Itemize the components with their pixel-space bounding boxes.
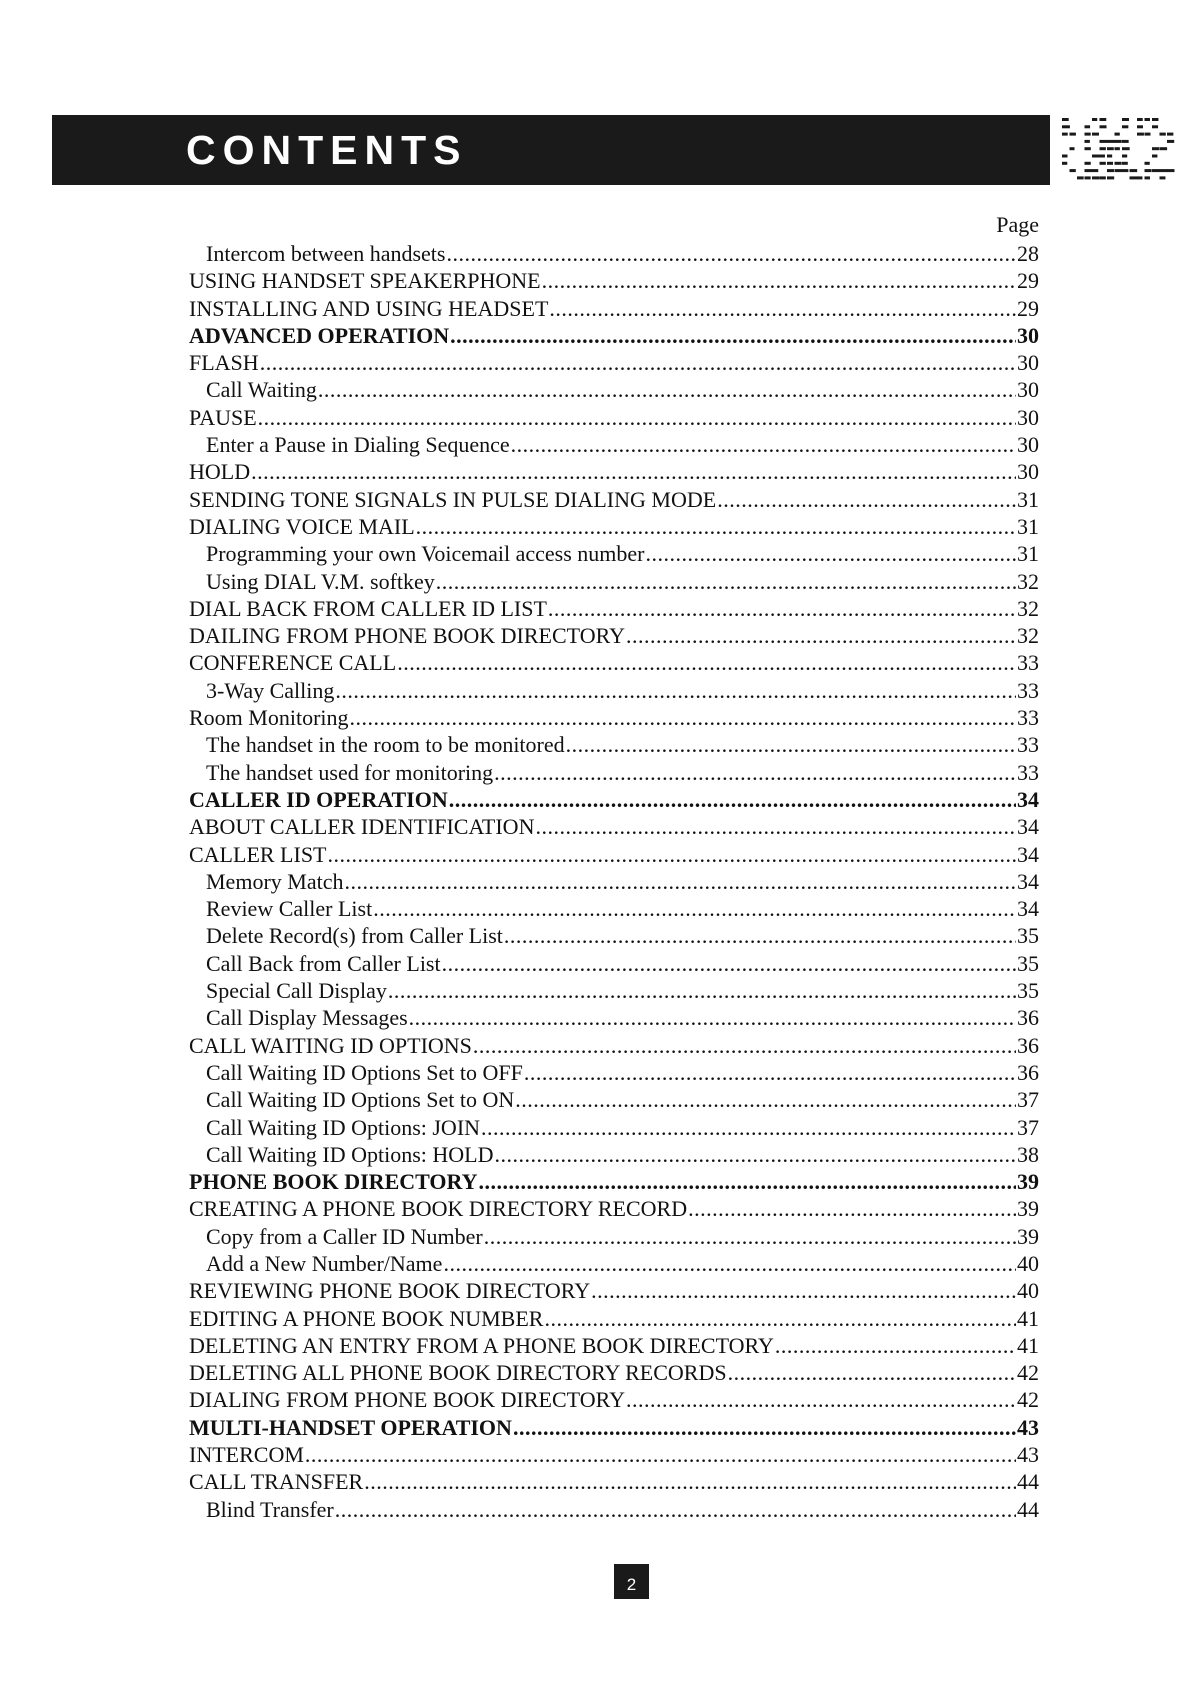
toc-entry bbox=[189, 1332, 1039, 1359]
toc-leader-dots bbox=[473, 1032, 1016, 1059]
toc-entry-title: DELETING AN ENTRY FROM A PHONE BOOK DIRECTORY bbox=[189, 1332, 774, 1358]
toc-entry-title: CALLER ID OPERATION bbox=[189, 786, 448, 812]
toc-leader-dots bbox=[481, 1114, 1016, 1141]
toc-entry-title: ADVANCED OPERATION bbox=[189, 322, 450, 348]
toc-entry-page: 28 bbox=[1017, 241, 1039, 266]
toc-entry-page: 35 bbox=[1017, 923, 1039, 949]
toc-entry-page: 37 bbox=[1017, 1087, 1039, 1113]
toc-leader-dots bbox=[513, 1414, 1016, 1441]
toc-entry bbox=[189, 295, 1039, 322]
toc-entry bbox=[189, 1496, 1039, 1523]
toc-leader-dots bbox=[494, 759, 1016, 786]
toc-entry bbox=[189, 595, 1039, 622]
toc-leader-dots bbox=[416, 513, 1016, 540]
toc-entry-page: 34 bbox=[1017, 841, 1039, 867]
toc-entry bbox=[189, 1086, 1039, 1113]
toc-entry-title: USING HANDSET SPEAKERPHONE bbox=[189, 268, 541, 294]
toc-entry-title: CALL WAITING ID OPTIONS bbox=[189, 1032, 472, 1058]
toc-entry bbox=[189, 1004, 1039, 1031]
toc-leader-dots bbox=[515, 1086, 1016, 1113]
toc-entry-title: CALL TRANSFER bbox=[189, 1469, 364, 1495]
toc-entry bbox=[189, 1141, 1039, 1168]
toc-entry bbox=[189, 1386, 1039, 1413]
toc-entry-title: EDITING A PHONE BOOK NUMBER bbox=[189, 1305, 544, 1331]
toc-entry-title: HOLD bbox=[189, 459, 251, 485]
toc-entry-page: 34 bbox=[1017, 868, 1039, 894]
toc-entry-title: Programming your own Voicemail access number bbox=[206, 541, 645, 567]
toc-entry bbox=[189, 322, 1039, 349]
toc-entry-page: 39 bbox=[1017, 1169, 1039, 1195]
toc-entry-title: 3-Way Calling bbox=[206, 677, 335, 703]
toc-entry bbox=[189, 813, 1039, 840]
decorative-pattern-icon bbox=[1058, 115, 1178, 185]
toc-entry bbox=[189, 376, 1039, 403]
toc-entry bbox=[189, 404, 1039, 431]
page-number: 2 bbox=[614, 1564, 649, 1599]
toc-leader-dots bbox=[318, 376, 1016, 403]
toc-entry-page: 36 bbox=[1017, 1032, 1039, 1058]
toc-entry-page: 34 bbox=[1017, 814, 1039, 840]
toc-entry-title: The handset used for monitoring bbox=[206, 759, 494, 785]
toc-entry-title: Using DIAL V.M. softkey bbox=[206, 568, 435, 594]
toc-leader-dots bbox=[409, 1004, 1016, 1031]
toc-leader-dots bbox=[373, 895, 1016, 922]
toc-entry-title: Call Waiting ID Options: HOLD bbox=[206, 1141, 494, 1167]
toc-entry bbox=[189, 677, 1039, 704]
toc-leader-dots bbox=[717, 486, 1016, 513]
toc-entry-title: Add a New Number/Name bbox=[206, 1250, 443, 1276]
toc-leader-dots bbox=[260, 349, 1016, 376]
toc-entry bbox=[189, 1468, 1039, 1495]
toc-entry-title: PHONE BOOK DIRECTORY bbox=[189, 1169, 478, 1195]
toc-entry-page: 34 bbox=[1017, 896, 1039, 922]
toc-entry-page: 39 bbox=[1017, 1223, 1039, 1249]
toc-leader-dots bbox=[728, 1359, 1016, 1386]
toc-leader-dots bbox=[436, 568, 1016, 595]
toc-leader-dots bbox=[258, 404, 1016, 431]
toc-entry-page: 43 bbox=[1017, 1442, 1039, 1468]
toc-leader-dots bbox=[535, 813, 1016, 840]
toc-entry bbox=[189, 649, 1039, 676]
toc-leader-dots bbox=[446, 240, 1016, 267]
toc-entry-page: 41 bbox=[1017, 1305, 1039, 1331]
toc-leader-dots bbox=[542, 267, 1016, 294]
toc-entry bbox=[189, 759, 1039, 786]
toc-entry-page: 40 bbox=[1017, 1250, 1039, 1276]
toc-leader-dots bbox=[566, 731, 1016, 758]
toc-leader-dots bbox=[443, 1250, 1016, 1277]
toc-leader-dots bbox=[626, 1386, 1016, 1413]
toc-entry bbox=[189, 895, 1039, 922]
toc-entry-title: Blind Transfer bbox=[206, 1496, 334, 1522]
toc-entry-page: 42 bbox=[1017, 1387, 1039, 1413]
toc-entry-page: 30 bbox=[1017, 432, 1039, 458]
toc-leader-dots bbox=[591, 1277, 1016, 1304]
toc-entry-title: CONFERENCE CALL bbox=[189, 650, 397, 676]
toc-entry-title: PAUSE bbox=[189, 404, 257, 430]
toc-leader-dots bbox=[646, 540, 1017, 567]
toc-entry-title: FLASH bbox=[189, 350, 259, 376]
toc-leader-dots bbox=[442, 950, 1016, 977]
toc-entry-title: Copy from a Caller ID Number bbox=[206, 1223, 483, 1249]
toc-entry-title: Special Call Display bbox=[206, 978, 387, 1004]
toc-entry bbox=[189, 786, 1039, 813]
toc-entry bbox=[189, 922, 1039, 949]
toc-entry-title: SENDING TONE SIGNALS IN PULSE DIALING MODE bbox=[189, 486, 717, 512]
toc-entry-title: Call Display Messages bbox=[206, 1005, 408, 1031]
toc-leader-dots bbox=[626, 622, 1016, 649]
toc-leader-dots bbox=[344, 868, 1016, 895]
toc-entry-page: 44 bbox=[1017, 1496, 1039, 1522]
toc-entry bbox=[189, 1277, 1039, 1304]
toc-entry bbox=[189, 513, 1039, 540]
toc-entry bbox=[189, 1114, 1039, 1141]
toc-leader-dots bbox=[364, 1468, 1016, 1495]
toc-entry-title: DAILING FROM PHONE BOOK DIRECTORY bbox=[189, 623, 625, 649]
toc-entry-page: 31 bbox=[1017, 513, 1039, 539]
toc-entry-page: 30 bbox=[1017, 350, 1039, 376]
toc-leader-dots bbox=[504, 922, 1016, 949]
toc-leader-dots bbox=[524, 1059, 1016, 1086]
toc-entry-page: 36 bbox=[1017, 1059, 1039, 1085]
toc-entry bbox=[189, 841, 1039, 868]
toc-entry-page: 36 bbox=[1017, 1005, 1039, 1031]
toc-leader-dots bbox=[775, 1332, 1016, 1359]
toc-entry-title: Call Back from Caller List bbox=[206, 950, 441, 976]
toc-leader-dots bbox=[350, 704, 1016, 731]
toc-entry bbox=[189, 240, 1039, 267]
toc-entry-title: Call Waiting ID Options: JOIN bbox=[206, 1114, 481, 1140]
toc-entry-title: ABOUT CALLER IDENTIFICATION bbox=[189, 814, 535, 840]
toc-entry-title: Enter a Pause in Dialing Sequence bbox=[206, 432, 510, 458]
toc-leader-dots bbox=[479, 1168, 1016, 1195]
toc-entry-page: 31 bbox=[1017, 486, 1039, 512]
toc-entry-title: The handset in the room to be monitored bbox=[206, 732, 565, 758]
toc-entry-page: 40 bbox=[1017, 1278, 1039, 1304]
toc-leader-dots bbox=[484, 1223, 1016, 1250]
toc-entry-title: Review Caller List bbox=[206, 896, 373, 922]
toc-leader-dots bbox=[305, 1441, 1016, 1468]
toc-entry bbox=[189, 704, 1039, 731]
toc-leader-dots bbox=[251, 458, 1016, 485]
toc-entry-title: DIAL BACK FROM CALLER ID LIST bbox=[189, 595, 547, 621]
toc-entry-page: 42 bbox=[1017, 1360, 1039, 1386]
toc-entry bbox=[189, 1168, 1039, 1195]
toc-entry bbox=[189, 1359, 1039, 1386]
toc-entry bbox=[189, 977, 1039, 1004]
toc-entry bbox=[189, 486, 1039, 513]
toc-entry-page: 38 bbox=[1017, 1141, 1039, 1167]
toc-entry-page: 35 bbox=[1017, 978, 1039, 1004]
toc-entry-title: CREATING A PHONE BOOK DIRECTORY RECORD bbox=[189, 1196, 688, 1222]
toc-entry-page: 32 bbox=[1017, 595, 1039, 621]
toc-entry-page: 31 bbox=[1017, 541, 1039, 567]
toc-entry bbox=[189, 1441, 1039, 1468]
toc-entry-title: INSTALLING AND USING HEADSET bbox=[189, 295, 549, 321]
toc-entry bbox=[189, 622, 1039, 649]
toc-entry bbox=[189, 1250, 1039, 1277]
toc-leader-dots bbox=[397, 649, 1016, 676]
toc-entry-page: 33 bbox=[1017, 677, 1039, 703]
toc-leader-dots bbox=[328, 841, 1017, 868]
toc-leader-dots bbox=[511, 431, 1016, 458]
toc-entry-page: 41 bbox=[1017, 1332, 1039, 1358]
toc-entry bbox=[189, 1032, 1039, 1059]
toc-entry-title: DELETING ALL PHONE BOOK DIRECTORY RECORDS bbox=[189, 1360, 727, 1386]
toc-entry bbox=[189, 1223, 1039, 1250]
toc-entry-title: INTERCOM bbox=[189, 1442, 304, 1468]
toc-entry-title: MULTI-HANDSET OPERATION bbox=[189, 1414, 512, 1440]
toc-leader-dots bbox=[549, 295, 1016, 322]
toc-entry bbox=[189, 568, 1039, 595]
toc-entry-title: Memory Match bbox=[206, 868, 344, 894]
toc-entry-title: Call Waiting ID Options Set to OFF bbox=[206, 1059, 523, 1085]
toc-entry-page: 43 bbox=[1017, 1414, 1039, 1440]
toc-entry-title: Intercom between handsets bbox=[206, 241, 446, 266]
toc-entry-title: CALLER LIST bbox=[189, 841, 327, 867]
toc-leader-dots bbox=[335, 1496, 1016, 1523]
toc-entry bbox=[189, 1059, 1039, 1086]
toc-entry-page: 30 bbox=[1017, 459, 1039, 485]
toc-entry-page: 29 bbox=[1017, 268, 1039, 294]
table-of-contents bbox=[189, 240, 1039, 1523]
toc-leader-dots bbox=[388, 977, 1016, 1004]
toc-entry-title: Call Waiting ID Options Set to ON bbox=[206, 1087, 515, 1113]
toc-entry-page: 37 bbox=[1017, 1114, 1039, 1140]
toc-entry-page: 29 bbox=[1017, 295, 1039, 321]
toc-entry bbox=[189, 540, 1039, 567]
toc-entry bbox=[189, 267, 1039, 294]
toc-entry-page: 39 bbox=[1017, 1196, 1039, 1222]
toc-entry-title: Delete Record(s) from Caller List bbox=[206, 923, 503, 949]
toc-entry-page: 30 bbox=[1017, 377, 1039, 403]
toc-entry-page: 44 bbox=[1017, 1469, 1039, 1495]
toc-entry-page: 30 bbox=[1017, 404, 1039, 430]
toc-entry-page: 33 bbox=[1017, 732, 1039, 758]
toc-leader-dots bbox=[548, 595, 1016, 622]
toc-entry-page: 32 bbox=[1017, 623, 1039, 649]
toc-entry-page: 32 bbox=[1017, 568, 1039, 594]
toc-entry-title: Room Monitoring bbox=[189, 705, 349, 731]
toc-entry-page: 30 bbox=[1017, 322, 1039, 348]
toc-entry bbox=[189, 1195, 1039, 1222]
toc-entry-page: 33 bbox=[1017, 759, 1039, 785]
page-column-label: Page bbox=[996, 212, 1039, 237]
toc-entry bbox=[189, 1414, 1039, 1441]
toc-entry-title: REVIEWING PHONE BOOK DIRECTORY bbox=[189, 1278, 591, 1304]
toc-entry bbox=[189, 458, 1039, 485]
toc-entry bbox=[189, 431, 1039, 458]
toc-leader-dots bbox=[450, 322, 1016, 349]
toc-entry-title: Call Waiting bbox=[206, 377, 317, 403]
toc-entry bbox=[189, 950, 1039, 977]
toc-entry-page: 33 bbox=[1017, 650, 1039, 676]
toc-entry-page: 34 bbox=[1017, 786, 1039, 812]
toc-entry-page: 35 bbox=[1017, 950, 1039, 976]
toc-leader-dots bbox=[494, 1141, 1016, 1168]
toc-leader-dots bbox=[335, 677, 1016, 704]
toc-entry bbox=[189, 1305, 1039, 1332]
page-title: CONTENTS bbox=[186, 127, 468, 173]
toc-entry bbox=[189, 731, 1039, 758]
toc-leader-dots bbox=[544, 1305, 1016, 1332]
toc-entry bbox=[189, 349, 1039, 376]
toc-leader-dots bbox=[449, 786, 1016, 813]
toc-leader-dots bbox=[688, 1195, 1016, 1222]
toc-entry-title: DIALING FROM PHONE BOOK DIRECTORY bbox=[189, 1387, 625, 1413]
toc-entry bbox=[189, 868, 1039, 895]
toc-entry-title: DIALING VOICE MAIL bbox=[189, 513, 415, 539]
toc-entry-page: 33 bbox=[1017, 705, 1039, 731]
